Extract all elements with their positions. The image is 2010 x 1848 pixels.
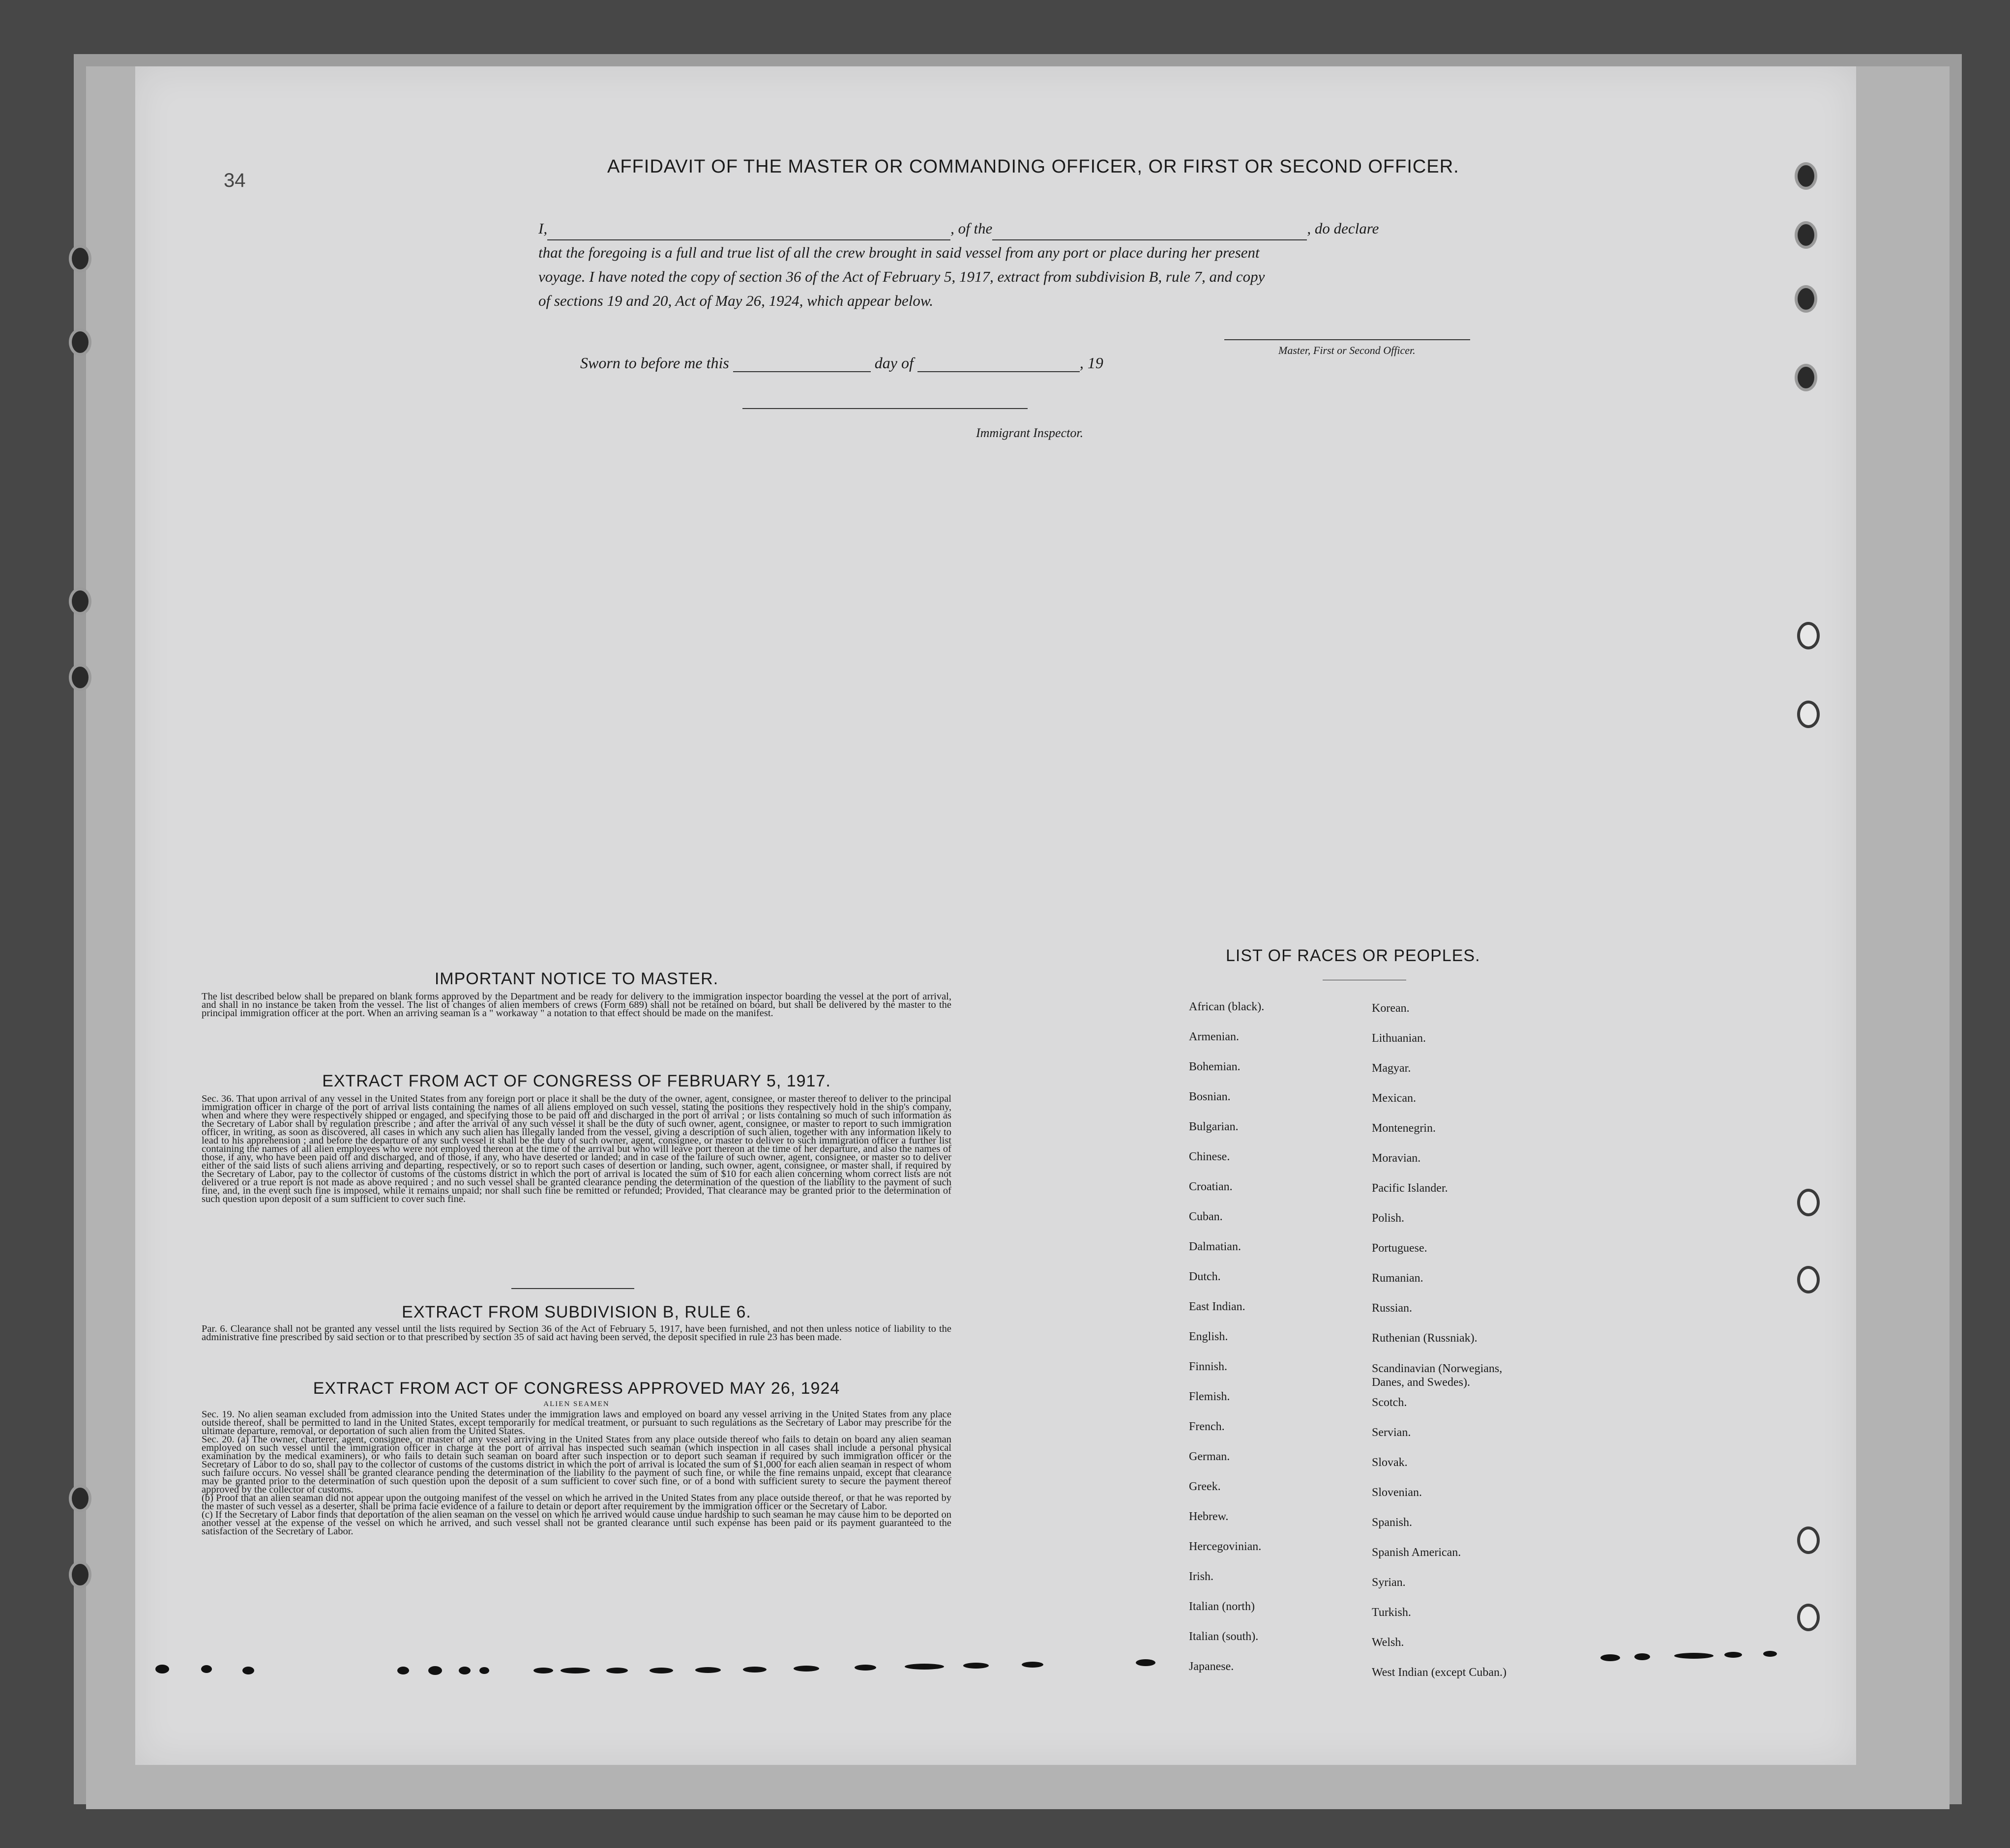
race-item: English. [1189, 1330, 1228, 1343]
race-item: Slovak. [1372, 1456, 1408, 1469]
race-item: Chinese. [1189, 1150, 1230, 1163]
race-item: Turkish. [1372, 1606, 1411, 1619]
master-caption: Master, First or Second Officer. [1278, 344, 1416, 356]
extract-1924-subtitle: ALIEN SEAMEN [543, 1400, 610, 1408]
race-item: Welsh. [1372, 1636, 1404, 1649]
race-item: Lithuanian. [1372, 1032, 1426, 1045]
race-item: German. [1189, 1450, 1230, 1463]
race-item: Hebrew. [1189, 1510, 1229, 1523]
race-item: Spanish. [1372, 1516, 1413, 1529]
race-item: Syrian. [1372, 1576, 1406, 1589]
sec-20b: (b) Proof that an alien seaman did not appear upon the outgoing manifest of the vessel on which he arrived in the United States from any place outside thereof, or that he was reported by the master of such vessel as a deserter, shall be prima facie evidence of a failure to detain or deport after requirement by the immigration officer or the Secretary of Labor. [202, 1493, 951, 1512]
race-item: Finnish. [1189, 1360, 1228, 1373]
race-item: Greek. [1189, 1480, 1221, 1493]
race-item: Ruthenian (Russniak). [1372, 1332, 1478, 1345]
affidavit-line: voyage. I have noted the copy of section 36 of the Act of February 5, 1917, extract from subdivision B, rule 7, and copy [538, 268, 1265, 285]
race-item: African (black). [1189, 1000, 1265, 1013]
sworn-year: , 19 [1079, 354, 1103, 372]
corner-mark: 34 [224, 170, 246, 191]
affidavit-line: of sections 19 and 20, Act of May 26, 1924, which appear below. [538, 292, 934, 309]
race-item: Flemish. [1189, 1390, 1230, 1403]
sec-20a: Sec. 20. (a) The owner, charterer, agent, consignee, or master of any vessel arriving in the United States from any place outside thereof who fails to detain on board any alien seaman employed on such vessel until the immigration officer in charge at the port of arrival has inspected such seaman (which inspection in all cases shall include a personal physical examination by the medical examiners), or who fails to detain such seaman on board after such inspection or to deport such seaman if required by such immigration officer or the Secretary of Labor to do so, shall pay to the collector of customs of the customs district in which the port of arrival is located the sum of $1,000 for each alien seaman in respect of whom such failure occurs. No vessel shall be granted clearance pending the determination of the liability to the payment of such fine, or while the fine remains unpaid, except that clearance may be granted prior to the determination of such question upon the deposit of a sum sufficient to cover such fine, or of a bond with sufficient surety to secure the payment thereof approved by the collector of customs. [202, 1434, 951, 1495]
race-item: Dalmatian. [1189, 1240, 1241, 1253]
race-item: Bohemian. [1189, 1060, 1241, 1073]
race-item: Scandinavian (Norwegians, Danes, and Swedes). [1372, 1362, 1503, 1389]
sec-20c: (c) If the Secretary of Labor finds that deportation of the alien seaman on the vessel on which he arrived would cause undue hardship to such seaman he may cause him to be deported on another vessel at the expense of the vessel on which he arrived, and such vessel shall not be granted clearance until such expense has been paid or its payment guaranteed to the satisfaction of the Secretary of Labor. [202, 1509, 951, 1537]
race-item: Portuguese. [1372, 1242, 1427, 1255]
race-item: Irish. [1189, 1570, 1213, 1583]
affidavit-i: I, [538, 220, 548, 237]
extract-1917-body: Sec. 36. That upon arrival of any vessel in the United States from any foreign port or place it shall be the duty of the owner, agent, consignee, or master thereof to deliver to the principal immigration officer in charge of the port of arrival lists containing the names of all aliens employed on such vessel, stating the positions they respectively hold in the ship's company, when and where they were respectively shipped or engaged, and specifying those to be paid off and discharged in the port of arrival ; or lists containing so much of such information as the Secretary of Labor shall by regulation prescribe ; and after the arrival of any such vessel it shall be the duty of such owner, agent, consignee, or master to report to such immigration officer, in writing, as soon as discovered, all cases in which any such alien has illegally landed from the vessel, giving a description of such alien, together with any information likely to lead to his apprehension ; and before the departure of any such vessel it shall be the duty of such owner, agent, consignee, or master to deliver to such immigration officer a further list containing the names of all alien employees who were not employed thereon at the time of the arrival but who will leave port thereon at the time of her departure, and also the names of those, if any, who have been paid off and discharged, and of those, if any, who have deserted or landed; and in case of the failure of such owner, agent, consignee, or master so to deliver either of the said lists of such aliens arriving and departing, respectively, or so to report such cases of desertion or landing, such owner, agent, consignee, or master shall, if required by the Secretary of Labor, pay to the collector of customs of the customs district in which the port of arrival is located the sum of $10 for each alien concerning whom correct lists are not delivered or a true report is not made as above required ; and no such vessel shall be granted clearance pending the determination of the question of the liability to the payment of such fine, and, in the event such fine is imposed, while it remains unpaid; nor shall such fine be remitted or refunded; Provided, That clearance may be granted prior to the determination of such question upon deposit of a sum sufficient to cover such fine. [202, 1093, 951, 1204]
race-item: Cuban. [1189, 1210, 1223, 1223]
race-item: Korean. [1372, 1002, 1410, 1015]
race-item: Spanish American. [1372, 1546, 1461, 1559]
races-title: LIST OF RACES OR PEOPLES. [1226, 946, 1480, 965]
race-item: Bulgarian. [1189, 1120, 1239, 1133]
notice-title: IMPORTANT NOTICE TO MASTER. [434, 969, 719, 988]
race-item: West Indian (except Cuban.) [1372, 1666, 1507, 1679]
race-item: French. [1189, 1420, 1225, 1433]
notice-body: The list described below shall be prepared on blank forms approved by the Department and be ready for delivery to the immigration inspector boarding the vessel at the port of arrival, and shall in no instance be taken from the vessel. The list of changes of alien members of crews (Form 689) shall not be retained on board, but shall be delivered by the master to the principal immigration officer at the port. When an arriving seaman is a " workaway " a notation to that effect should be made on the manifest. [202, 991, 951, 1019]
affidavit-declare: , do declare [1307, 220, 1379, 237]
affidavit-of-the: , of the [950, 220, 993, 237]
sworn-day-of: day of [874, 354, 914, 372]
race-item: Japanese. [1189, 1660, 1234, 1673]
sec-19: Sec. 19. No alien seaman excluded from admission into the United States under the immigration laws and employed on board any vessel arriving in the United States from any place outside thereof, shall be permitted to land in the United States, except temporarily for medical treatment, or pursuant to such regulations as the Secretary of Labor may prescribe for the ultimate departure, removal, or deportation of such alien from the United States. [202, 1409, 951, 1437]
race-item: Montenegrin. [1372, 1122, 1436, 1135]
race-item: Servian. [1372, 1426, 1411, 1439]
race-item: East Indian. [1189, 1300, 1245, 1313]
inspector-caption: Immigrant Inspector. [976, 426, 1084, 440]
race-item: Bosnian. [1189, 1090, 1231, 1103]
race-item: Hercegovinian. [1189, 1540, 1262, 1553]
sworn-text: Sworn to before me this [580, 354, 729, 372]
affidavit-line: that the foregoing is a full and true list of all the crew brought in said vessel from any port or place during her present [538, 244, 1260, 261]
race-item: Italian (south). [1189, 1630, 1259, 1643]
extract-1924-title: EXTRACT FROM ACT OF CONGRESS APPROVED MAY 26, 1924 [313, 1379, 840, 1398]
race-item: Mexican. [1372, 1092, 1416, 1105]
race-item: Croatian. [1189, 1180, 1233, 1193]
race-item: Italian (north) [1189, 1600, 1255, 1613]
race-item: Moravian. [1372, 1152, 1421, 1165]
race-item: Scotch. [1372, 1396, 1407, 1409]
race-item: Armenian. [1189, 1030, 1239, 1043]
extract-1917-title: EXTRACT FROM ACT OF CONGRESS OF FEBRUARY 5, 1917. [322, 1072, 831, 1090]
race-item: Russian. [1372, 1302, 1413, 1315]
race-item: Polish. [1372, 1212, 1405, 1225]
race-item: Dutch. [1189, 1270, 1221, 1283]
race-item: Rumanian. [1372, 1272, 1423, 1285]
affidavit-title: AFFIDAVIT OF THE MASTER OR COMMANDING OFFICER, OR FIRST OR SECOND OFFICER. [607, 156, 1459, 177]
race-item: Pacific Islander. [1372, 1182, 1448, 1195]
race-item: Magyar. [1372, 1062, 1411, 1075]
extract-rule6-body: Par. 6. Clearance shall not be granted any vessel until the lists required by Section 36 of the Act of February 5, 1917, have been furnished, and not then unless notice of liability to the administrative fine prescribed by said section or to that prescribed by section 35 of said act having been served, the deposit specified in rule 23 has been made. [202, 1323, 951, 1343]
extract-rule6-title: EXTRACT FROM SUBDIVISION B, RULE 6. [402, 1303, 751, 1321]
race-item: Slovenian. [1372, 1486, 1422, 1499]
